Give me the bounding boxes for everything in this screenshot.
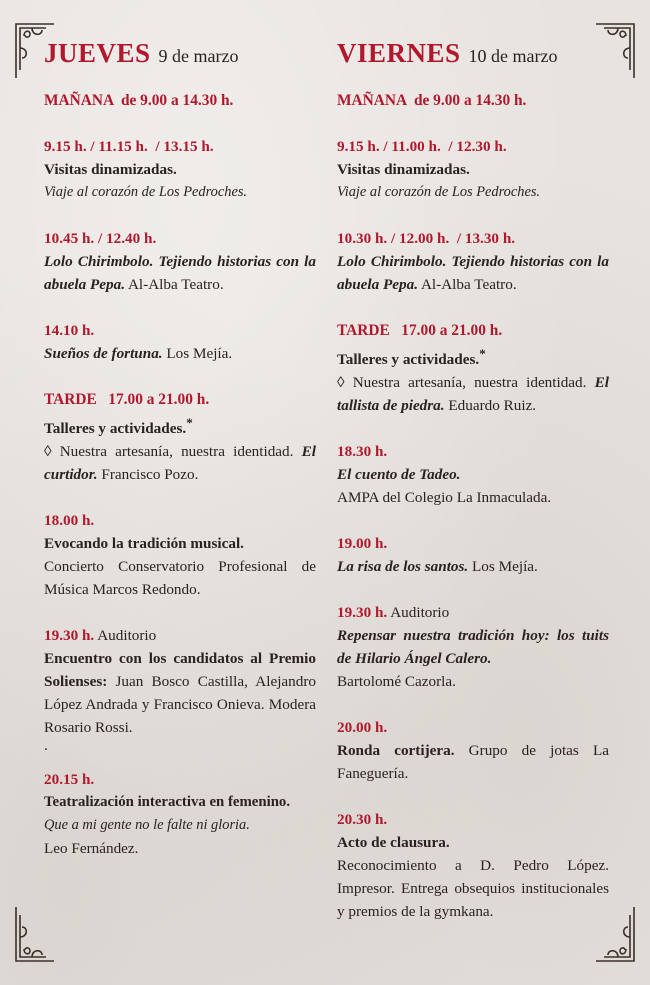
event-time: 9.15 h. / 11.00 h. / 12.30 h.	[337, 138, 507, 155]
event-item	[44, 768, 316, 860]
event-item	[44, 624, 316, 753]
event-place: Auditorio	[97, 627, 157, 644]
event-time: 20.00 h.	[337, 719, 388, 736]
period-label: MAÑANA de 9.00 a 14.30 h.	[337, 92, 527, 109]
event-description: Concierto Conservatorio Profesional de Música Marcos Redondo.	[44, 558, 316, 598]
footnote-star: *	[186, 415, 193, 430]
event-item	[337, 601, 609, 693]
footnote-star: *	[479, 346, 486, 361]
artisan-line: ◊ Nuestra artesanía, nuestra identidad.	[337, 374, 587, 391]
morning-section	[44, 89, 316, 112]
friday-column	[337, 40, 609, 946]
morning-section	[337, 89, 609, 112]
event-time: 14.10 h.	[44, 322, 95, 339]
event-subtitle: Viaje al corazón de Los Pedroches.	[337, 184, 541, 200]
period-label: TARDE 17.00 a 21.00 h.	[44, 391, 210, 408]
thursday-column	[44, 40, 316, 883]
event-item	[337, 135, 609, 204]
event-description: Grupo de jotas La Faneguería.	[337, 742, 610, 782]
event-title: Teatralización interactiva en femenino.	[44, 794, 291, 810]
day-name: JUEVES	[44, 38, 151, 68]
event-title: Ronda cortijera.	[337, 742, 455, 759]
event-time: 10.30 h. / 12.00 h. / 13.30 h.	[337, 230, 516, 247]
workshops-title: Talleres y actividades.	[44, 420, 187, 437]
event-time: 18.30 h.	[337, 443, 388, 460]
event-title: Evocando la tradición musical.	[44, 535, 244, 552]
event-time: 18.00 h.	[44, 512, 95, 529]
event-time: 19.30 h.	[44, 627, 95, 644]
event-description: Reconocimiento a D. Pedro López. Impresor. Entrega obsequios institucionales y premios de la gymkana.	[337, 857, 609, 920]
event-time: 19.00 h.	[337, 535, 388, 552]
day-date: 9 de marzo	[158, 46, 239, 66]
day-heading	[337, 40, 609, 67]
event-title: Lolo Chirimbolo. Tejiendo historias con la abuela Pepa.	[337, 253, 609, 293]
event-title: Repensar nuestra tradición hoy: los tuits de Hilario Ángel Calero.	[337, 627, 609, 667]
event-title: Sueños de fortuna.	[44, 345, 163, 362]
event-item	[44, 509, 316, 601]
event-item	[337, 716, 609, 785]
event-item	[44, 319, 316, 365]
day-name: VIERNES	[337, 38, 461, 68]
afternoon-section	[44, 388, 316, 486]
event-title: La risa de los santos.	[337, 558, 469, 575]
event-company: Al-Alba Teatro.	[127, 276, 224, 293]
period-label: TARDE 17.00 a 21.00 h.	[337, 322, 503, 339]
event-item	[337, 532, 609, 578]
event-time: 20.15 h.	[44, 771, 95, 788]
event-item	[337, 440, 609, 509]
afternoon-section	[337, 319, 609, 417]
event-company: Al-Alba Teatro.	[420, 276, 517, 293]
event-title: Lolo Chirimbolo. Tejiendo historias con la abuela Pepa.	[44, 253, 316, 293]
event-place: Auditorio	[390, 604, 450, 621]
artisan-person: Francisco Pozo.	[101, 466, 199, 483]
event-title: Visitas dinamizadas.	[44, 161, 177, 178]
event-item	[337, 227, 609, 296]
artisan-title: El curtidor.	[44, 443, 317, 483]
event-time: 20.30 h.	[337, 811, 388, 828]
event-item	[44, 135, 316, 204]
period-label: MAÑANA de 9.00 a 14.30 h.	[44, 92, 234, 109]
event-time: 9.15 h. / 11.15 h. / 13.15 h.	[44, 138, 214, 155]
workshops-title: Talleres y actividades.	[337, 351, 480, 368]
artisan-title: El tallista de piedra.	[337, 374, 610, 414]
day-heading	[44, 40, 316, 67]
event-description: Bartolomé Cazorla.	[337, 673, 456, 690]
event-company: Los Mejía.	[166, 345, 233, 362]
event-item	[44, 227, 316, 296]
event-subtitle: Que a mi gente no le falte ni gloria.	[44, 817, 250, 833]
event-subtitle: Viaje al corazón de Los Pedroches.	[44, 184, 248, 200]
artisan-line: ◊ Nuestra artesanía, nuestra identidad.	[44, 443, 294, 460]
event-time: 19.30 h.	[337, 604, 388, 621]
event-title: Encuentro con los candidatos al Premio Solienses:	[44, 650, 316, 690]
ornamental-corner-icon	[10, 905, 56, 967]
event-title: El cuento de Tadeo.	[337, 466, 461, 483]
event-title: Visitas dinamizadas.	[337, 161, 470, 178]
event-time: 10.45 h. / 12.40 h.	[44, 230, 157, 247]
day-date: 10 de marzo	[468, 46, 558, 66]
event-title: Acto de clausura.	[337, 834, 450, 851]
event-description: AMPA del Colegio La Inmaculada.	[337, 489, 552, 506]
stray-dot: .	[44, 737, 48, 754]
event-author: Leo Fernández.	[44, 840, 139, 857]
event-company: Los Mejía.	[472, 558, 538, 575]
artisan-person: Eduardo Ruiz.	[448, 397, 537, 414]
event-description: Juan Bosco Castilla, Alejandro López Andrada y Francisco Onieva. Modera Rosario Rossi.	[44, 673, 316, 736]
event-item	[337, 808, 609, 923]
